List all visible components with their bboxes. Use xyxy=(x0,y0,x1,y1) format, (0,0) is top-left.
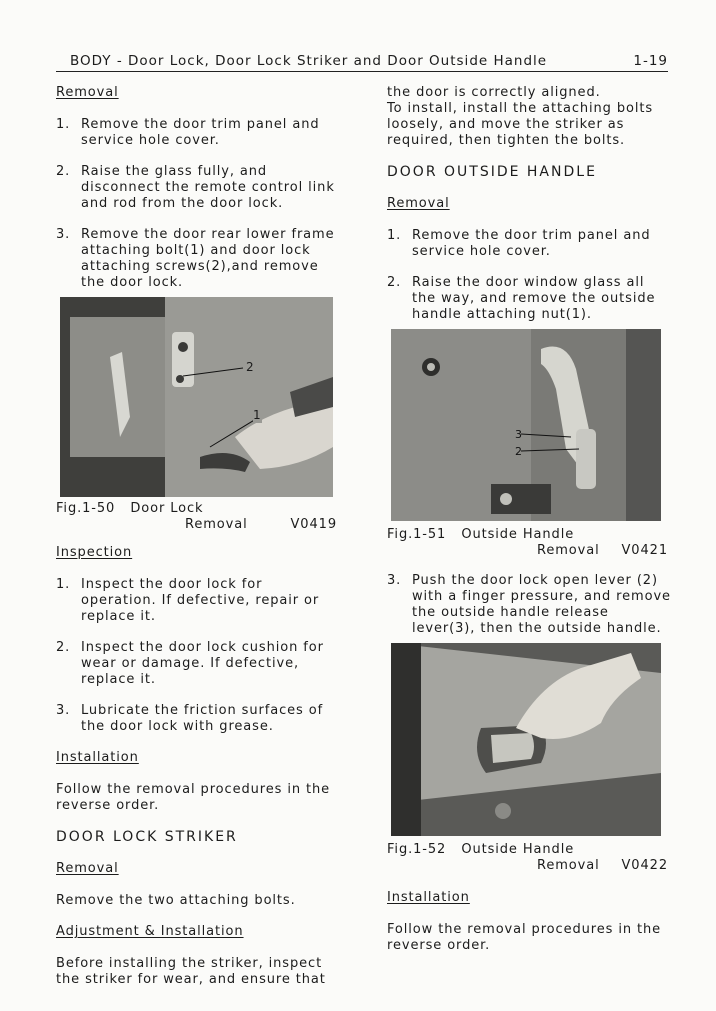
step-number: 1. xyxy=(56,577,71,592)
right-column xyxy=(387,85,672,954)
caption-code: V0422 xyxy=(621,858,668,873)
list-item xyxy=(387,573,672,637)
installation-text: Follow the removal procedures in the reverse order. xyxy=(56,782,331,813)
installation-heading: Installation xyxy=(56,750,139,765)
list-item xyxy=(387,228,672,260)
list-item xyxy=(56,227,341,291)
handle-removal-heading: Removal xyxy=(387,196,450,211)
step-number: 3. xyxy=(56,227,71,242)
list-item xyxy=(56,117,341,149)
outside-handle-nut-photo xyxy=(391,329,661,521)
step-number: 2. xyxy=(56,640,71,655)
caption-title: Fig.1-51 Outside Handle xyxy=(387,527,575,542)
callout-3: 3 xyxy=(515,428,523,441)
step-text: Remove the door trim panel and service hole cover. xyxy=(412,228,651,259)
outside-handle-removal-photo xyxy=(391,643,661,836)
step-text: Remove the door trim panel and service hole cover. xyxy=(81,117,320,148)
figure-caption xyxy=(387,527,672,559)
page-number: 1-19 xyxy=(633,53,668,69)
figure-caption xyxy=(387,842,672,874)
caption-subtitle: Removal xyxy=(185,517,248,532)
callout-2: 2 xyxy=(246,360,255,374)
step-text: Lubricate the friction surfaces of the door lock with grease. xyxy=(81,703,324,734)
handle-installation-text: Follow the removal procedures in the reverse order. xyxy=(387,922,662,953)
step-text: Inspect the door lock cushion for wear or damage. If defective, replace it. xyxy=(81,640,324,687)
striker-section-heading: DOOR LOCK STRIKER xyxy=(56,829,238,845)
step-number: 3. xyxy=(387,573,402,588)
caption-subtitle: Removal xyxy=(537,543,600,558)
handle-installation-heading: Installation xyxy=(387,890,470,905)
adjustment-heading: Adjustment & Installation xyxy=(56,924,244,939)
page-header xyxy=(56,53,668,72)
step-number: 2. xyxy=(56,164,71,179)
step-number: 1. xyxy=(56,117,71,132)
door-lock-removal-photo xyxy=(60,297,333,497)
continued-text: the door is correctly aligned. xyxy=(387,85,601,100)
handle-section-heading: DOOR OUTSIDE HANDLE xyxy=(387,164,597,180)
caption-title: Fig.1-52 Outside Handle xyxy=(387,842,575,857)
step-number: 1. xyxy=(387,228,402,243)
step-text: Inspect the door lock for operation. If defective, repair or replace it. xyxy=(81,577,320,624)
adjustment-text: Before installing the striker, inspect the striker for wear, and ensure that xyxy=(56,956,326,987)
step-text: Raise the glass fully, and disconnect the remote control link and rod from the door lock. xyxy=(81,164,335,211)
list-item xyxy=(56,164,341,212)
caption-code: V0421 xyxy=(621,543,668,558)
striker-removal-heading: Removal xyxy=(56,861,119,876)
header-title: BODY - Door Lock, Door Lock Striker and Door Outside Handle xyxy=(70,53,548,69)
left-column xyxy=(56,85,341,988)
inspection-heading: Inspection xyxy=(56,545,133,560)
step-number: 3. xyxy=(56,703,71,718)
striker-removal-text: Remove the two attaching bolts. xyxy=(56,893,296,908)
removal-heading: Removal xyxy=(56,85,119,100)
caption-code: V0419 xyxy=(290,517,337,532)
list-item xyxy=(56,640,341,688)
striker-install-text: To install, install the attaching bolts loosely, and move the striker as required, then tighten the bolts. xyxy=(387,101,654,148)
step-text: Remove the door rear lower frame attaching bolt(1) and door lock attaching screws(2),and remove the door lock. xyxy=(81,227,335,290)
caption-subtitle: Removal xyxy=(537,858,600,873)
callout-2: 2 xyxy=(515,445,523,458)
list-item xyxy=(387,275,672,323)
caption-title: Fig.1-50 Door Lock xyxy=(56,501,204,516)
step-number: 2. xyxy=(387,275,402,290)
callout-1: 1 xyxy=(253,408,262,422)
figure-caption xyxy=(56,501,341,533)
list-item xyxy=(56,703,341,735)
step-text: Push the door lock open lever (2) with a finger pressure, and remove the outside handle release lever(3), then the outside handle. xyxy=(412,573,671,636)
step-text: Raise the door window glass all the way, and remove the outside handle attaching nut(1). xyxy=(412,275,656,322)
list-item xyxy=(56,577,341,625)
